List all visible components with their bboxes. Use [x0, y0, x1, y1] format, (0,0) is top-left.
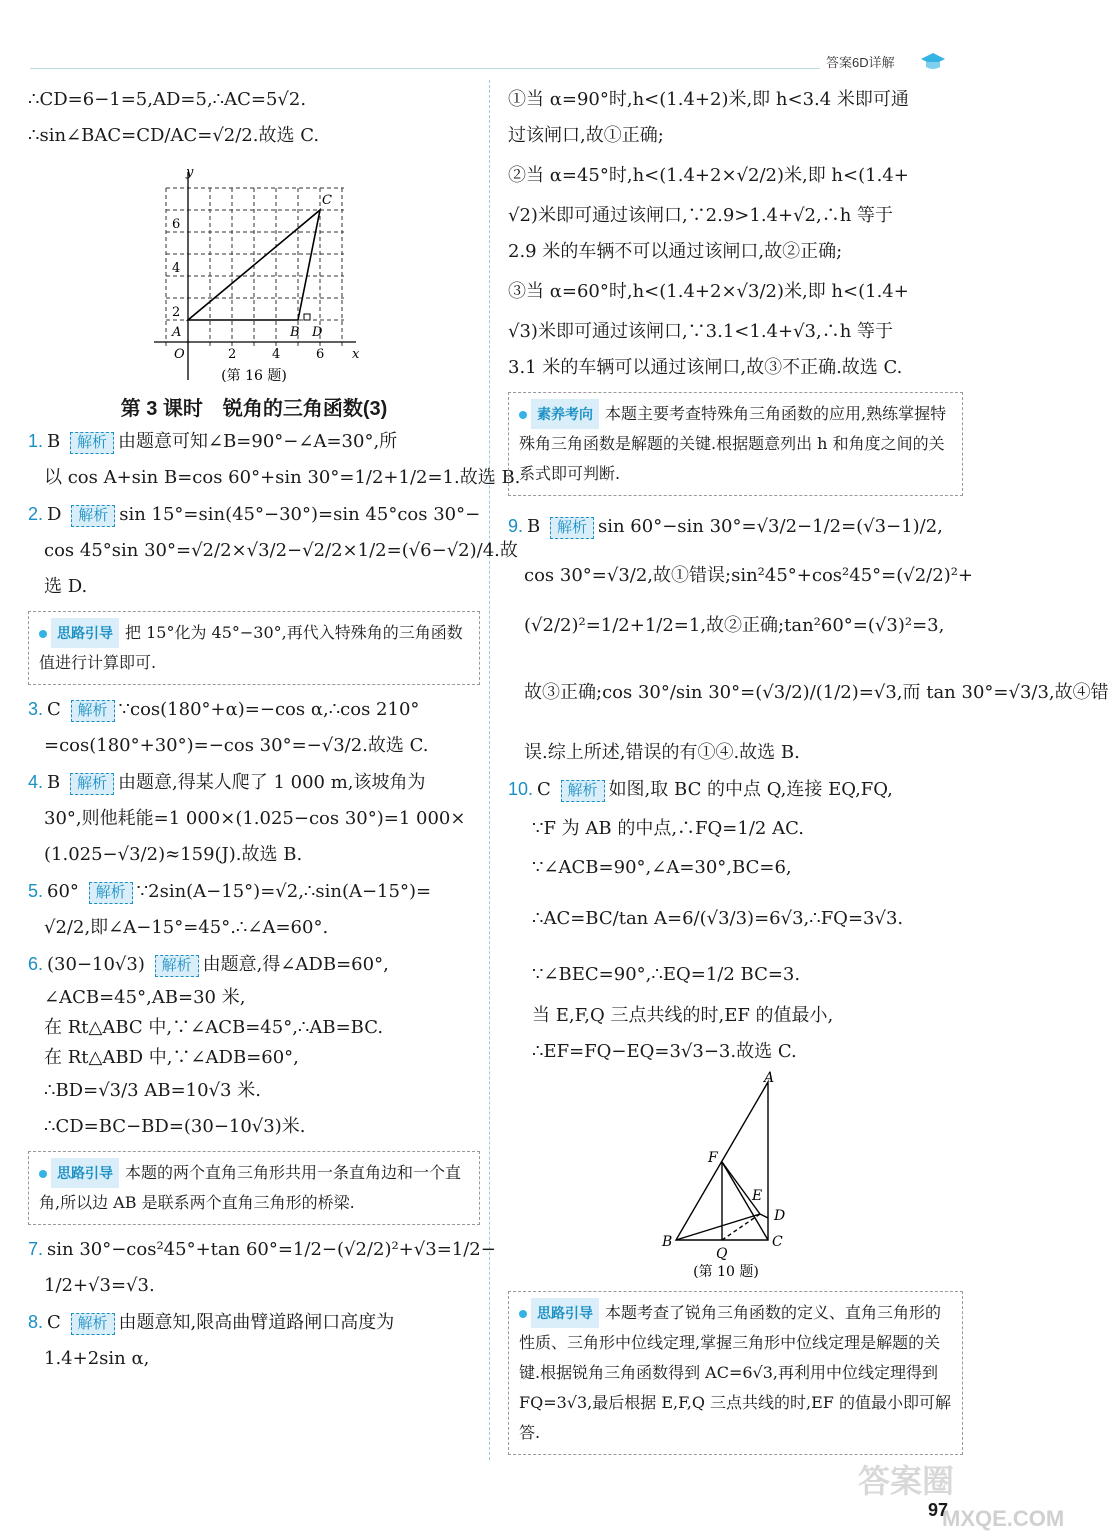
- answer-line: 4. B 解析 由题意,得某人爬了 1 000 m,该坡角为: [28, 772, 426, 793]
- answer-line: √2)米即可通过该闸口,∵2.9>1.4+√2,∴h 等于: [508, 205, 894, 226]
- answer-line: 6. (30−10√3) 解析 由题意,得∠ADB=60°,: [28, 954, 389, 975]
- answer-line: 选 D.: [44, 576, 88, 597]
- answer-line: √2/2,即∠A−15°=45°.∴∠A=60°.: [44, 917, 329, 938]
- figure-16-grid: [144, 158, 364, 388]
- answer-line: 10. C 解析 如图,取 BC 的中点 Q,连接 EQ,FQ,: [508, 779, 893, 800]
- point-b: B: [290, 325, 300, 340]
- svg-text:2: 2: [172, 305, 181, 320]
- point-b: B: [661, 1234, 672, 1250]
- x-label: x: [352, 347, 360, 362]
- lesson-title: 第 3 课时 锐角的三角函数(3): [120, 398, 388, 420]
- answer-line: 7. sin 30°−cos²45°+tan 60°=1/2−(√2/2)²+√3=1/2−: [28, 1239, 496, 1260]
- tip-box: 思路引导 本题的两个直角三角形共用一条直角边和一个直角,所以边 AB 是联系两个直角三角形的桥梁.: [28, 1151, 480, 1225]
- dot-icon: [39, 630, 47, 638]
- answer-line: ∵∠ACB=90°,∠A=30°,BC=6,: [532, 857, 792, 878]
- dot-icon: [39, 1170, 47, 1178]
- answer-line: cos 45°sin 30°=√2/2×√3/2−√2/2×1/2=(√6−√2)/4.故: [44, 540, 518, 561]
- figure-caption: (第 10 题): [692, 1264, 759, 1280]
- answer-line: 8. C 解析 由题意知,限高曲臂道路闸口高度为: [28, 1312, 395, 1333]
- analysis-tag: 解析: [561, 780, 605, 802]
- answer-line: ∠ACB=45°,AB=30 米,: [44, 987, 246, 1008]
- dot-icon: [519, 411, 527, 419]
- answer-line: 2.9 米的车辆不可以通过该闸口,故②正确;: [508, 241, 843, 262]
- answer-line: ∵F 为 AB 的中点,∴FQ=1/2 AC.: [532, 818, 804, 839]
- point-f: F: [707, 1150, 718, 1166]
- tip-box: 思路引导 把 15°化为 45°−30°,再代入特殊角的三角函数值进行计算即可.: [28, 611, 480, 685]
- analysis-tag: 解析: [70, 773, 114, 795]
- analysis-tag: 解析: [70, 432, 114, 454]
- analysis-tag: 解析: [550, 517, 594, 539]
- point-e: E: [751, 1188, 762, 1204]
- figure-10-triangle: [656, 1070, 816, 1285]
- intro-line: ∴sin∠BAC=CD/AC=√2/2.故选 C.: [28, 125, 320, 146]
- left-column: [28, 82, 521, 1377]
- answer-line: 1. B 解析 由题意可知∠B=90°−∠A=30°,所: [28, 431, 398, 452]
- answer-line: √3)米即可通过该闸口,∵3.1<1.4+√3,∴h 等于: [508, 321, 894, 342]
- tick: 4: [272, 347, 281, 362]
- header-rule: [30, 68, 820, 69]
- answer-line: 3. C 解析 ∵cos(180°+α)=−cos α,∴cos 210°: [28, 699, 420, 720]
- point-d: D: [773, 1208, 785, 1224]
- origin: O: [174, 347, 185, 362]
- answer-line: ②当 α=45°时,h<(1.4+2×√2/2)米,即 h<(1.4+: [508, 165, 909, 186]
- analysis-tag: 解析: [71, 505, 115, 527]
- point-a: A: [172, 325, 182, 340]
- answer-line: 1.4+2sin α,: [44, 1348, 150, 1369]
- analysis-tag: 解析: [71, 1313, 115, 1335]
- point-a: A: [763, 1070, 774, 1086]
- answer-line: 在 Rt△ABC 中,∵∠ACB=45°,∴AB=BC.: [44, 1017, 384, 1038]
- answer-line: (1.025−√3/2)≈159(J).故选 B.: [44, 844, 303, 865]
- answer-line: ①当 α=90°时,h<(1.4+2)米,即 h<3.4 米即可通: [508, 89, 909, 110]
- dot-icon: [519, 1310, 527, 1318]
- point-q: Q: [715, 1246, 727, 1262]
- point-d: D: [312, 325, 323, 340]
- answer-line: cos 30°=√3/2,故①错误;sin²45°+cos²45°=(√2/2)²+: [524, 565, 974, 586]
- right-column: [508, 82, 1109, 1461]
- tip-box: 素养考向 本题主要考查特殊角三角函数的应用,熟练掌握特殊角三角函数是解题的关键.根据题意列出 h 和角度之间的关系式即可判断.: [508, 392, 963, 496]
- answer-line: 30°,则他耗能=1 000×(1.025−cos 30°)=1 000×: [44, 808, 466, 829]
- watermark: 答案圈: [858, 1463, 955, 1499]
- answer-line: ∴EF=FQ−EQ=3√3−3.故选 C.: [532, 1041, 797, 1062]
- intro-line: ∴CD=6−1=5,AD=5,∴AC=5√2.: [28, 89, 307, 110]
- page-number: 97: [928, 1500, 949, 1520]
- answer-line: ∵∠BEC=90°,∴EQ=1/2 BC=3.: [532, 964, 801, 985]
- answer-line: 当 E,F,Q 三点共线的时,EF 的值最小,: [532, 1005, 834, 1026]
- answer-line: ∴AC=BC/tan A=6/(√3/3)=6√3,∴FQ=3√3.: [532, 908, 904, 929]
- answer-line: 1/2+√3=√3.: [44, 1275, 155, 1296]
- point-c: C: [322, 193, 332, 208]
- header-label: 答案6D详解: [826, 55, 895, 70]
- analysis-tag: 解析: [71, 700, 115, 722]
- watermark-url: MXQE.COM: [942, 1506, 1065, 1531]
- analysis-tag: 解析: [155, 955, 199, 977]
- analysis-tag: 解析: [89, 882, 133, 904]
- tick: 2: [228, 347, 237, 362]
- answer-line: ∴CD=BC−BD=(30−10√3)米.: [44, 1116, 306, 1137]
- answer-line: 在 Rt△ABD 中,∵∠ADB=60°,: [44, 1047, 299, 1068]
- answer-line: 过该闸口,故①正确;: [508, 125, 664, 146]
- answer-line: 5. 60° 解析 ∵2sin(A−15°)=√2,∴sin(A−15°)=: [28, 881, 432, 902]
- tip-box: 思路引导 本题考查了锐角三角函数的定义、直角三角形的性质、三角形中位线定理,掌握三角形中位线定理是解题的关键.根据锐角三角函数得到 AC=6√3,再利用中位线定理得到 FQ=3√3,最后根据 E,F,Q 三点共线的时,EF 的值最小即可解答.: [508, 1291, 963, 1455]
- answer-line: ∴BD=√3/3 AB=10√3 米.: [44, 1080, 261, 1101]
- graduation-cap-icon: [920, 50, 946, 72]
- answer-line: 9. B 解析 sin 60°−sin 30°=√3/2−1/2=(√3−1)/2,: [508, 516, 943, 537]
- svg-text:4: 4: [172, 261, 181, 276]
- point-c: C: [771, 1234, 783, 1250]
- figure-caption: (第 16 题): [221, 368, 287, 384]
- svg-text:6: 6: [172, 217, 181, 232]
- y-label: y: [186, 165, 194, 180]
- answer-line: 2. D 解析 sin 15°=sin(45°−30°)=sin 45°cos 30°−: [28, 504, 481, 525]
- answer-line: (√2/2)²=1/2+1/2=1,故②正确;tan²60°=(√3)²=3,: [524, 615, 945, 636]
- answer-line: 故③正确;cos 30°/sin 30°=(√3/2)/(1/2)=√3,而 tan 30°=√3/3,故④错: [524, 682, 1109, 703]
- answer-line: ③当 α=60°时,h<(1.4+2×√3/2)米,即 h<(1.4+: [508, 281, 909, 302]
- tick: 6: [316, 347, 325, 362]
- answer-line: 3.1 米的车辆可以通过该闸口,故③不正确.故选 C.: [508, 357, 903, 378]
- answer-line: 误.综上所述,错误的有①④.故选 B.: [524, 742, 800, 763]
- answer-line: 以 cos A+sin B=cos 60°+sin 30°=1/2+1/2=1.故选 B.: [44, 467, 521, 488]
- answer-line: =cos(180°+30°)=−cos 30°=−√3/2.故选 C.: [44, 735, 429, 756]
